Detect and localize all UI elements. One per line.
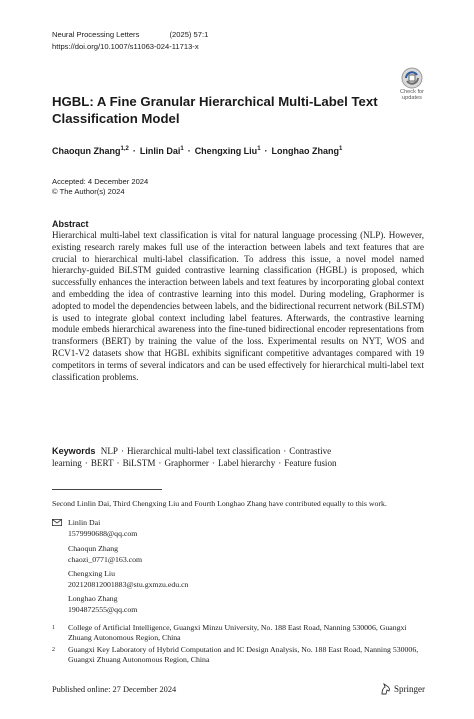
badge-line1: Check for: [400, 89, 424, 95]
contact-name: Chaoqun Zhang: [68, 544, 119, 553]
copyright-notice: © The Author(s) 2024: [52, 187, 125, 196]
author-1: Chaoqun Zhang$^{1,2}$: [52, 146, 129, 156]
check-for-updates-icon: [401, 67, 423, 89]
contact-email[interactable]: 1904872555@qq.com: [68, 604, 138, 614]
keyword: Graphormer: [164, 457, 209, 468]
envelope-icon: [52, 519, 62, 526]
affiliation-text: Guangxi Key Laboratory of Hybrid Computation and IC Design Analysis, No. 188 East Road, Nanning 530006, Guangxi Zhuang Autonomous Region, China: [68, 645, 419, 665]
author-4: Longhao Zhang$^1$: [271, 146, 343, 156]
author-list: [52, 146, 342, 156]
published-date: Published online: 27 December 2024: [52, 685, 177, 694]
publisher-name: Springer: [394, 684, 425, 694]
contact-email[interactable]: 1579990688@qq.com: [68, 528, 138, 538]
journal-line: [52, 30, 208, 39]
article-dates: [52, 177, 148, 197]
contact-entry: [68, 544, 288, 565]
journal-issue: (2025) 57:1: [169, 30, 209, 39]
accepted-date: Accepted: 4 December 2024: [52, 177, 149, 186]
affiliation-1: [52, 623, 432, 643]
keyword: Contrastive learning: [52, 446, 332, 468]
doi-link[interactable]: https://doi.org/10.1007/s11063-024-11713-x: [52, 42, 199, 51]
affiliation-2: [52, 645, 432, 665]
contact-name: Chengxing Liu: [68, 569, 115, 578]
springer-horse-icon: [380, 683, 391, 695]
keyword: Label hierarchy: [217, 457, 276, 468]
author-separator: ·: [132, 146, 136, 156]
journal-name: Neural Processing Letters: [52, 30, 140, 39]
keyword: Feature fusion: [284, 457, 337, 468]
author-2: Linlin Dai$^1$: [139, 146, 184, 156]
paper-title: HGBL: A Fine Granular Hierarchical Multi-Label Text Classification Model: [52, 94, 378, 126]
keywords: Keywords NLP · Hierarchical multi-label text classification · Contrastive learning · BERT · BiLSTM · Graphormer · Label hierarchy · Feature fusion: [52, 446, 337, 468]
author-separator: ·: [187, 146, 191, 156]
author-3: Chengxing Liu$^1$: [194, 146, 261, 156]
affiliation-number: 2: [52, 647, 55, 653]
keyword: BERT: [90, 457, 114, 468]
affiliation-text: College of Artificial Intelligence, Guangxi Minzu University, No. 188 East Road, Nanning 530006, Guangxi Zhuang Autonomous Region, China: [68, 623, 407, 643]
author-separator: ·: [264, 146, 268, 156]
footnote-divider: [52, 489, 162, 490]
contact-email[interactable]: 202120812001883@stu.gxmzu.edu.cn: [68, 579, 189, 589]
contribution-footnote: Second Linlin Dai, Third Chengxing Liu and Fourth Longhao Zhang have contributed equally to this work.: [52, 499, 387, 508]
check-for-updates-badge[interactable]: [391, 67, 433, 101]
keyword: NLP: [100, 446, 118, 456]
keywords-label: Keywords: [52, 446, 96, 456]
contact-entry: [68, 518, 288, 539]
contact-name: Linlin Dai: [68, 518, 101, 527]
contact-email[interactable]: chaozi_0771@163.com: [68, 554, 143, 564]
keyword: BiLSTM: [122, 457, 156, 468]
contact-entry: [68, 594, 288, 615]
abstract-text: Hierarchical multi-label text classification is vital for natural language processing (NLP). However, existing research rarely makes full use of the interaction between labels and text features that are crucial to hierarchical multi-label classification. To address this issue, a novel model named hierarchy-guided BiLSTM guided contrastive learning classification (HGBL) is proposed, which successfully enhances the interaction between labels and text features by incorporating global context and embedding the idea of contrastive learning into this model. During modeling, Graphormer is adopted to model the dependencies between labels, and the bidirectional recurrent network (BiLSTM) is used to integrate global context including label features. Afterwards, the contrastive learning module embeds hierarchical awareness into the fine-tuned bidirectional encoder representations from transformers (BERT) by training the value of the loss. Experimental results on NYT, WOS and RCV1-V2 datasets show that HGBL exhibits significant competitive advantages compared with 19 competitors in terms of several indicators and can be used effectively for hierarchical multi-label text classification problems.: [52, 230, 424, 382]
contact-name: Longhao Zhang: [68, 594, 118, 603]
affiliation-number: 1: [52, 625, 55, 631]
publisher-logo: [380, 683, 425, 695]
keyword: Hierarchical multi-label text classification: [126, 446, 281, 456]
badge-line2: updates: [402, 95, 422, 101]
contact-entry: [68, 569, 288, 590]
abstract-heading: Abstract: [52, 219, 89, 229]
